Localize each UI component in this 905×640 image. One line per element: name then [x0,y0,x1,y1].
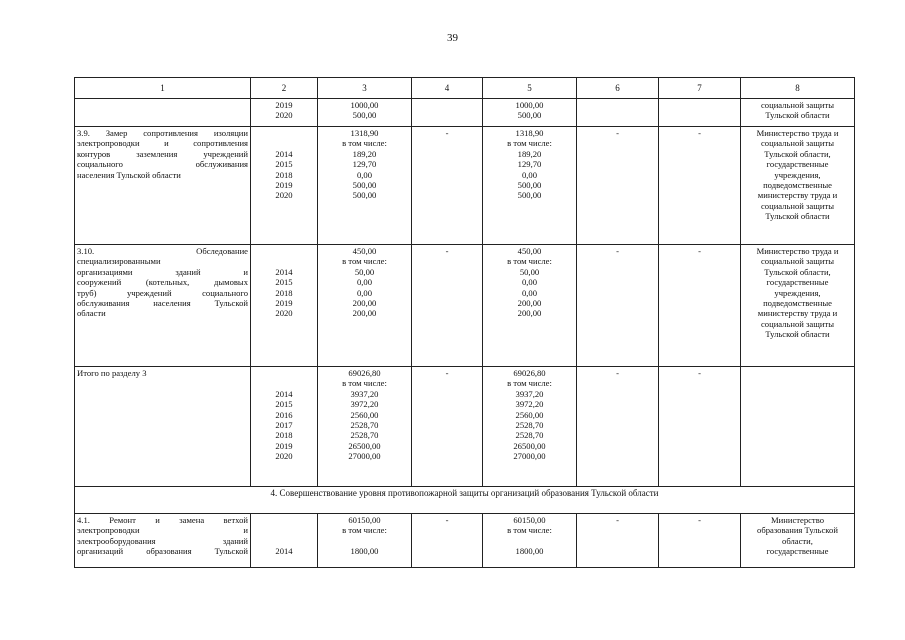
name-line: 3.10. Обследование [77,246,248,256]
amount-value: 60150,00 [348,515,381,525]
amount-value: в том числе: [342,378,387,389]
table-row [75,127,855,245]
dash-cell: - [659,245,741,367]
executor-line: государственные [766,277,829,288]
header-cell: 8 [741,78,855,99]
amount-value: 200,00 [352,298,377,309]
amount-cell [483,245,577,367]
year-value: 2019 [275,298,293,309]
year-value [253,515,315,525]
amount-value: 1000,00 [515,100,544,110]
amount-value: в том числе: [507,378,552,389]
table-row [75,514,855,568]
year-value [253,368,315,378]
amount-value: 1800,00 [515,546,544,557]
executor-line: подведомственные [763,298,832,309]
executor-line: подведомственные [763,180,832,191]
amount-value: 0,00 [356,277,373,288]
year-value: 2014 [275,546,293,557]
amount-value: 3937,20 [350,388,379,399]
year-value: 2020 [275,190,293,201]
amount-value: в том числе: [342,138,387,149]
year-value [253,378,315,388]
table-row-total [75,367,855,487]
name-cell [75,127,251,245]
name-line: организаций образования Тульской [77,546,248,557]
amount-value: 129,70 [517,159,542,170]
dash-cell: - [577,245,659,367]
name-cell [75,514,251,568]
empty-cell [412,99,483,127]
amount-value: 1318,90 [350,128,379,138]
year-value [253,246,315,256]
amount-value: 50,00 [519,266,540,277]
executor-line: государственные [766,159,829,170]
year-value: 2019 [275,440,293,451]
executor-line: образования Тульской [757,525,838,536]
year-value: 2019 [275,100,293,110]
amount-value: 0,00 [356,169,373,180]
year-value [253,138,315,148]
name-line: области [77,308,106,319]
table-row [75,245,855,367]
year-value: 2020 [275,110,293,121]
amount-value: в том числе: [342,525,387,536]
name-line: контуров заземления учреждений [77,148,248,159]
dash-cell: - [412,127,483,245]
name-line: сооружений (котельных, дымовых [77,277,248,288]
executor-line: Тульской области [765,110,830,121]
header-cell: 7 [659,78,741,99]
executor-line: Министерство [771,515,824,525]
amount-value [485,536,574,546]
dash-cell: - [412,514,483,568]
amount-value: 500,00 [517,190,542,201]
name-cell [75,99,251,127]
dash-cell: - [577,127,659,245]
header-cell: 2 [251,78,318,99]
year-value: 2020 [275,308,293,319]
amount-value: 1000,00 [350,100,379,110]
amount-cell [318,367,412,487]
dash-cell: - [659,514,741,568]
amount-value: 2560,00 [350,409,379,420]
amount-value: 200,00 [517,298,542,309]
amount-value: в том числе: [507,138,552,149]
header-cell: 5 [483,78,577,99]
amount-value: 0,00 [521,277,538,288]
name-line: электропроводки и сопротивления [77,138,248,149]
page-number: 39 [447,32,458,44]
year-value [253,525,315,535]
name-cell [75,245,251,367]
amount-cell [318,514,412,568]
amount-value: 500,00 [352,110,377,121]
dash-cell: - [577,367,659,487]
executor-line: учреждения, [774,169,821,180]
amount-value: 0,00 [521,287,538,298]
executor-line: учреждения, [774,287,821,298]
executor-cell [741,514,855,568]
amount-value: 27000,00 [348,451,381,462]
amount-value: 26500,00 [513,440,546,451]
amount-value: 69026,80 [348,368,381,378]
name-line: электропроводки и [77,525,248,536]
amount-value: 500,00 [517,110,542,121]
amount-value: 200,00 [517,308,542,319]
year-value: 2016 [275,409,293,420]
year-value: 2014 [275,388,293,399]
empty-cell [659,99,741,127]
amount-value: 189,20 [352,148,377,159]
header-cell: 6 [577,78,659,99]
amount-value: 0,00 [356,287,373,298]
years-cell [251,367,318,487]
table-row [75,99,855,127]
executor-line: Тульской области, [764,148,831,159]
dash-cell: - [577,514,659,568]
years-cell [251,514,318,568]
executor-line: Тульской области [765,211,830,222]
executor-line: министерству труда и [757,308,838,319]
amount-cell [318,99,412,127]
executor-line: социальной защиты [760,100,834,110]
executor-line: социальной защиты [760,138,834,149]
amount-cell [318,127,412,245]
year-value: 2018 [275,430,293,441]
amount-value: 3937,20 [515,388,544,399]
amount-value: 2528,70 [350,420,379,431]
amount-value: 3972,20 [350,399,379,410]
year-value: 2018 [275,169,293,180]
amount-value: 2528,70 [350,430,379,441]
name-line: обслуживания населения Тульской [77,298,248,309]
executor-cell [741,245,855,367]
table-header-row [75,78,855,99]
amount-value: 450,00 [352,246,377,256]
amount-cell [483,127,577,245]
executor-cell [741,99,855,127]
name-line: населения Тульской области [77,169,181,180]
amount-value: 450,00 [517,246,542,256]
total-label: Итого по разделу 3 [77,368,147,378]
years-cell [251,127,318,245]
amount-value: в том числе: [507,525,552,536]
name-line: труб) учреждений социального [77,287,248,298]
executor-line: области, [782,535,813,546]
amount-cell [483,514,577,568]
executor-line: Тульской области [765,329,830,340]
name-line: 4.1. Ремонт и замена ветхой [77,515,248,525]
name-line: электрооборудования зданий [77,535,248,546]
section-header-row [75,487,855,514]
year-value: 2015 [275,277,293,288]
amount-value: 2528,70 [515,430,544,441]
amount-cell [483,367,577,487]
year-value [253,256,315,266]
amount-value: 50,00 [354,266,375,277]
dash-cell: - [412,367,483,487]
years-cell [251,245,318,367]
header-cell: 1 [75,78,251,99]
executor-line: Министерство труда и [756,128,839,138]
amount-value: 2560,00 [515,409,544,420]
amount-cell [483,99,577,127]
amount-value: 1800,00 [350,546,379,557]
executor-cell [741,367,855,487]
dash-cell: - [412,245,483,367]
section-title: 4. Совершенствование уровня противопожарной защиты организаций образования Тульской области [75,487,855,514]
years-cell [251,99,318,127]
header-cell: 3 [318,78,412,99]
amount-value: 27000,00 [513,451,546,462]
amount-value: 0,00 [521,169,538,180]
amount-value: в том числе: [342,256,387,267]
amount-value: 200,00 [352,308,377,319]
executor-line: социальной защиты [760,200,834,211]
year-value: 2014 [275,148,293,159]
amount-value: 500,00 [517,180,542,191]
year-value: 2017 [275,420,293,431]
year-value [253,536,315,546]
amount-value: 3972,20 [515,399,544,410]
amount-value: 2528,70 [515,420,544,431]
executor-line: министерству труда и [757,190,838,201]
executor-cell [741,127,855,245]
executor-line: Министерство труда и [756,246,839,256]
empty-cell [577,99,659,127]
amount-value: 26500,00 [348,440,381,451]
amount-value: в том числе: [507,256,552,267]
dash-cell: - [659,367,741,487]
amount-cell [318,245,412,367]
amount-value: 1318,90 [515,128,544,138]
year-value: 2014 [275,266,293,277]
header-cell: 4 [412,78,483,99]
amount-value: 189,20 [517,148,542,159]
name-line: специализированными [77,256,161,267]
amount-value: 129,70 [352,159,377,170]
amount-value: 500,00 [352,190,377,201]
name-line: организациями зданий и [77,266,248,277]
year-value: 2015 [275,399,293,410]
name-line: социального обслуживания [77,159,248,170]
executor-line: государственные [766,546,829,557]
year-value: 2018 [275,287,293,298]
amount-value: 60150,00 [513,515,546,525]
amount-value [320,536,409,546]
executor-line: Тульской области, [764,266,831,277]
year-value: 2019 [275,180,293,191]
name-line: 3.9. Замер сопротивления изоляции [77,128,248,138]
executor-line: социальной защиты [760,256,834,267]
executor-line: социальной защиты [760,318,834,329]
year-value [253,128,315,138]
amount-value: 69026,80 [513,368,546,378]
program-table [74,77,855,568]
amount-value: 500,00 [352,180,377,191]
name-cell [75,367,251,487]
year-value: 2020 [275,451,293,462]
year-value: 2015 [275,159,293,170]
dash-cell: - [659,127,741,245]
